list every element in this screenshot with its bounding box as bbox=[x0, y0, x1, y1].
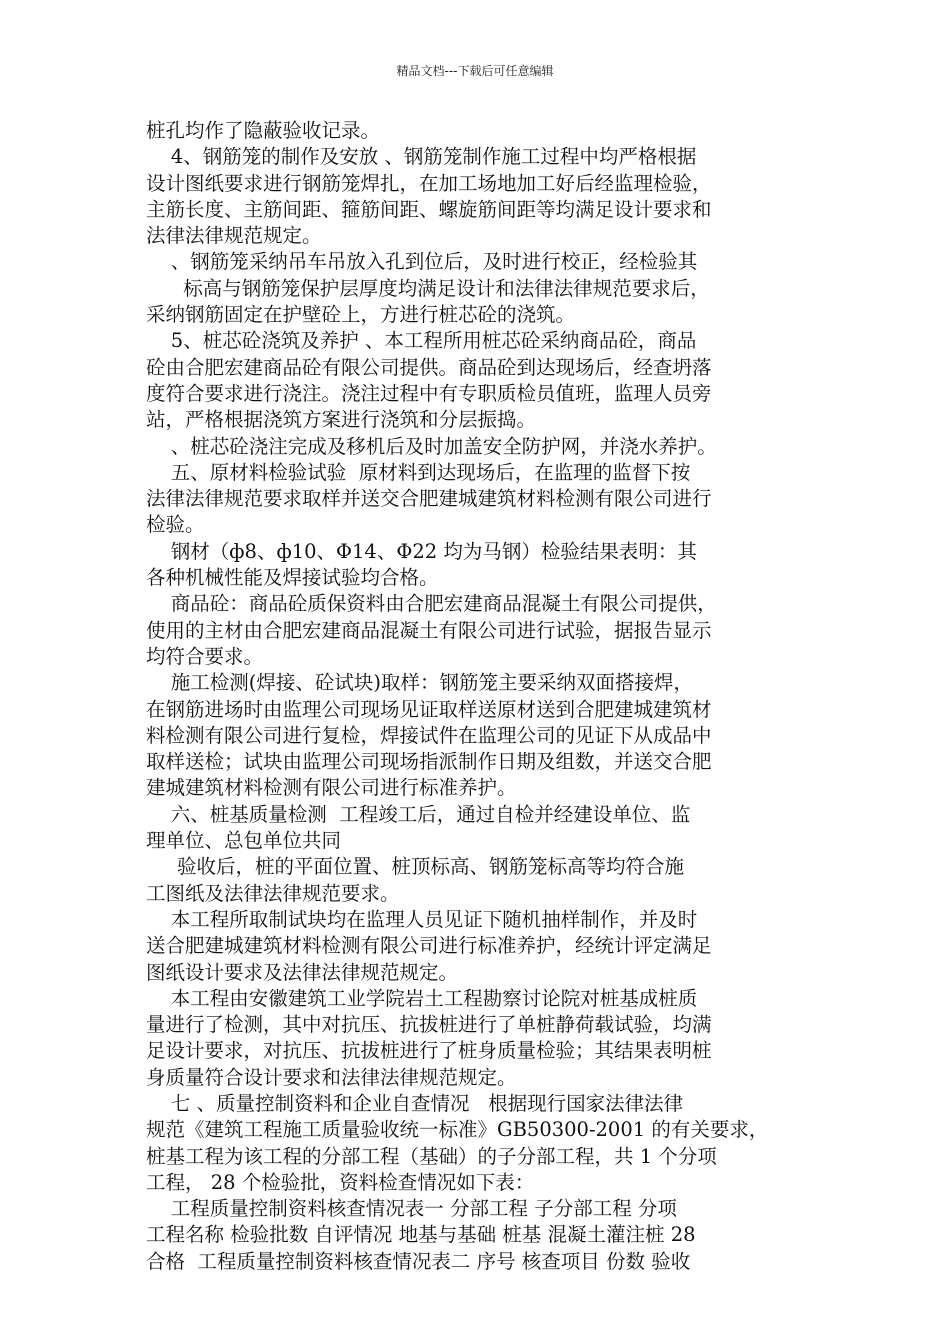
text-line: 本工程所取制试块均在监理人员见证下随机抽样制作，并及时 bbox=[146, 907, 698, 931]
text-line: 身质量符合设计要求和法律法律规范规定。 bbox=[146, 1065, 517, 1089]
text-line: 商品砼：商品砼质保资料由合肥宏建商品混凝土有限公司提供， bbox=[146, 592, 717, 616]
text-line: 合格 工程质量控制资料核查情况表二 序号 核查项目 份数 验收 bbox=[146, 1249, 691, 1273]
text-line: 度符合要求进行浇注。浇注过程中有专职质检员值班，监理人员旁 bbox=[146, 381, 712, 405]
text-line: 4、钢筋笼的制作及安放 、钢筋笼制作施工过程中均严格根据 bbox=[146, 145, 697, 169]
text-line: 理单位、总包单位共同 bbox=[146, 829, 342, 853]
text-line: 主筋长度、主筋间距、箍筋间距、螺旋筋间距等均满足设计要求和 bbox=[146, 197, 712, 221]
text-line: 法律法律规范规定。 bbox=[146, 224, 322, 248]
page-header: 精品文档---下载后可任意编辑 bbox=[396, 64, 554, 78]
text-line: 工程， 28 个检验批，资料检查情况如下表： bbox=[146, 1170, 535, 1194]
text-line: 砼由合肥宏建商品砼有限公司提供。商品砼到达现场后，经查坍落 bbox=[146, 355, 712, 379]
text-line: 钢材（ф8、ф10、Φ14、Φ22 均为马钢）检验结果表明：其 bbox=[146, 539, 697, 563]
text-line: 标高与钢筋笼保护层厚度均满足设计和法律法律规范要求后， bbox=[146, 276, 710, 300]
text-line: 料检测有限公司进行复检，焊接试件在监理公司的见证下从成品中 bbox=[146, 723, 712, 747]
text-line: 取样送检；试块由监理公司现场指派制作日期及组数，并送交合肥 bbox=[146, 750, 712, 774]
text-line: 送合肥建城建筑材料检测有限公司进行标准养护，经统计评定满足 bbox=[146, 934, 712, 958]
text-line: 桩基工程为该工程的分部工程（基础）的子分部工程，共 1 个分项 bbox=[146, 1144, 717, 1168]
text-line: 在钢筋进场时由监理公司现场见证取样送原材送到合肥建城建筑材 bbox=[146, 697, 712, 721]
text-line: 均符合要求。 bbox=[146, 644, 264, 668]
text-line: 站，严格根据浇筑方案进行浇筑和分层振捣。 bbox=[146, 408, 537, 432]
text-line: 工程质量控制资料核查情况表一 分部工程 子分部工程 分项 bbox=[146, 1197, 677, 1221]
text-line: 检验。 bbox=[146, 513, 205, 537]
text-line: 五、原材料检验试验 原材料到达现场后，在监理的监督下按 bbox=[146, 460, 691, 484]
document-body bbox=[146, 118, 814, 1275]
text-line: 图纸设计要求及法律法律规范规定。 bbox=[146, 960, 459, 984]
text-line: 桩孔均作了隐蔽验收记录。 bbox=[146, 119, 381, 142]
text-line: 验收后，桩的平面位置、桩顶标高、钢筋笼标高等均符合施 bbox=[146, 855, 684, 879]
text-line: 工图纸及法律法律规范要求。 bbox=[146, 881, 400, 905]
text-line: 设计图纸要求进行钢筋笼焊扎，在加工场地加工好后经监理检验， bbox=[146, 171, 712, 195]
text-line: 本工程由安徽建筑工业学院岩土工程勘察讨论院对桩基成桩质 bbox=[146, 986, 698, 1010]
text-line: 六、桩基质量检测 工程竣工后，通过自检并经建设单位、监 bbox=[146, 802, 691, 826]
text-line: 建城建筑材料检测有限公司进行标准养护。 bbox=[146, 776, 517, 800]
text-line: 量进行了检测，其中对抗压、抗拔桩进行了单桩静荷载试验，均满 bbox=[146, 1013, 712, 1037]
text-line: 工程名称 检验批数 自评情况 地基与基础 桩基 混凝土灌注桩 28 bbox=[146, 1223, 696, 1247]
text-line: 各种机械性能及焊接试验均合格。 bbox=[146, 566, 439, 590]
text-line: 七 、质量控制资料和企业自查情况 根据现行国家法律法律 bbox=[146, 1091, 684, 1115]
text-line: 、钢筋笼采纳吊车吊放入孔到位后，及时进行校正，经检验其 bbox=[146, 250, 698, 274]
text-line: 使用的主材由合肥宏建商品混凝土有限公司进行试验，据报告显示 bbox=[146, 618, 712, 642]
text-line: 法律法律规范要求取样并送交合肥建城建筑材料检测有限公司进行 bbox=[146, 487, 712, 511]
text-line: 采纳钢筋固定在护壁砼上，方进行桩芯砼的浇筑。 bbox=[146, 303, 576, 327]
text-line: 5、桩芯砼浇筑及养护 、本工程所用桩芯砼采纳商品砼，商品 bbox=[146, 329, 697, 353]
text-line: 、桩芯砼浇注完成及移机后及时加盖安全防护网，并浇水养护。 bbox=[146, 434, 717, 458]
text-line: 施工检测(焊接、砼试块)取样：钢筋笼主要采纳双面搭接焊， bbox=[146, 671, 694, 695]
text-line: 足设计要求，对抗压、抗拔桩进行了桩身质量检验；其结果表明桩 bbox=[146, 1039, 712, 1063]
text-line: 规范《建筑工程施工质量验收统一标准》GB50300-2001 的有关要求， bbox=[146, 1118, 769, 1142]
